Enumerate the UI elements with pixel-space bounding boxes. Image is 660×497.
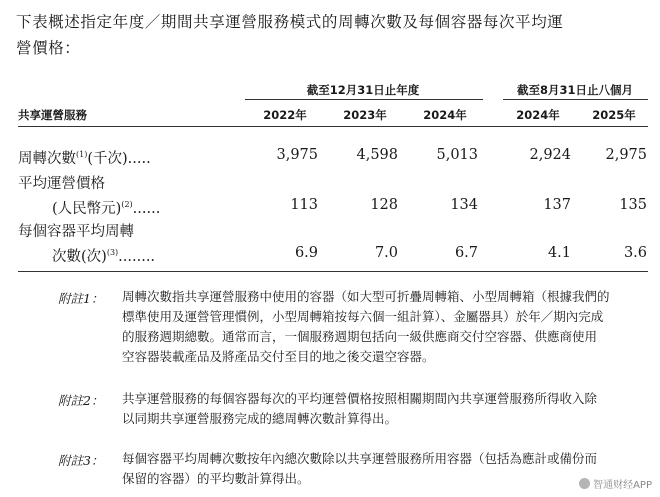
col-header-2022: 2022年 (263, 108, 307, 122)
table-cell: 3.6 (623, 245, 647, 261)
note-2-key: 附註2： (58, 393, 104, 408)
row-label-text: (人民幣元) (52, 201, 122, 217)
table-cell: 6.9 (294, 245, 318, 261)
table-cell: 2,975 (605, 147, 647, 163)
table-cell: 135 (619, 197, 647, 213)
intro-line-1: 下表概述指定年度／期間共享運營服務模式的周轉次數及每個容器每次平均運 (16, 13, 564, 31)
table-cell: 3,975 (276, 147, 318, 163)
note-line: 共享運營服務的每個容器每次的平均運營價格按照相關期間內共享運營服務所得收入除 (122, 391, 598, 406)
note-line: 保留的容器）的平均數計算得出。 (122, 471, 310, 486)
group-header-fiscal-year: 截至12月31日止年度 (306, 83, 420, 97)
row-label-avg-price-line1: 平均運營價格 (18, 176, 105, 192)
table-cell: 4,598 (356, 147, 398, 163)
footnote-ref: (2) (121, 200, 133, 210)
note-line: 每個容器平均周轉次數按年內總次數除以共享運營服務所用容器（包括為應計或備份而 (122, 451, 598, 466)
row-label-turnover (18, 147, 151, 168)
row-label-text: 周轉次數 (18, 151, 76, 167)
note-1-key: 附註1： (58, 291, 104, 306)
col-header-2024-8m: 2024年 (516, 108, 560, 122)
note-3-text (122, 449, 597, 489)
row-label-text: ........ (118, 249, 156, 265)
row-label-avg-price-line2 (52, 197, 160, 218)
footnote-ref: (1) (76, 150, 88, 160)
row-label-avg-turnover-line1: 每個容器平均周轉 (18, 224, 134, 240)
note-1-text (122, 287, 610, 367)
note-3-key: 附註3： (58, 453, 104, 468)
table-cell: 137 (543, 197, 571, 213)
row-label-text: ...... (132, 201, 161, 217)
col-header-2025: 2025年 (592, 108, 636, 122)
intro-line-2: 營價格： (16, 39, 81, 57)
watermark-text: 智通财经APP (593, 480, 652, 491)
note-line: 周轉次數指共享運營服務中使用的容器（如大型可折疊周轉箱、小型周轉箱（根據我們的 (122, 289, 610, 304)
circle-logo-icon (579, 478, 590, 489)
note-2-text (122, 389, 597, 429)
table-bottom-rule (18, 271, 648, 272)
group-header-eight-months: 截至8月31日止八個月 (516, 83, 633, 97)
row-label-avg-turnover-line2 (52, 245, 155, 266)
footnote-ref: (3) (106, 248, 119, 258)
group-rule-1 (245, 99, 483, 100)
header-rule (18, 126, 648, 127)
table-cell: 6.7 (454, 245, 478, 261)
table-cell: 2,924 (529, 147, 571, 163)
col-header-2023: 2023年 (343, 108, 387, 122)
table-cell: 113 (290, 197, 318, 213)
row-label-text: (千次)..... (87, 151, 151, 167)
note-line: 空容器裝載產品及將產品交付至目的地之後交還空容器。 (122, 349, 435, 364)
watermark (579, 476, 652, 491)
note-line: 的服務週期總數。通常而言，一個服務週期包括向一級供應商交付空容器、供應商使用 (122, 329, 598, 344)
table-cell: 5,013 (436, 147, 478, 163)
table-cell: 4.1 (547, 245, 571, 261)
note-line: 標準使用及運營管理慣例，小型周轉箱按每六個一組計算）、金屬器具）於年／期內完成 (122, 309, 604, 324)
note-line: 以同期共享運營服務完成的總周轉次數計算得出。 (122, 411, 398, 426)
col-header-2024: 2024年 (423, 108, 467, 122)
table-cell: 128 (370, 197, 398, 213)
row-header: 共享運營服務 (18, 108, 87, 122)
table-cell: 134 (450, 197, 478, 213)
table-cell: 7.0 (374, 245, 398, 261)
group-rule-2 (503, 99, 648, 100)
row-label-text: 次數(次) (52, 249, 107, 265)
